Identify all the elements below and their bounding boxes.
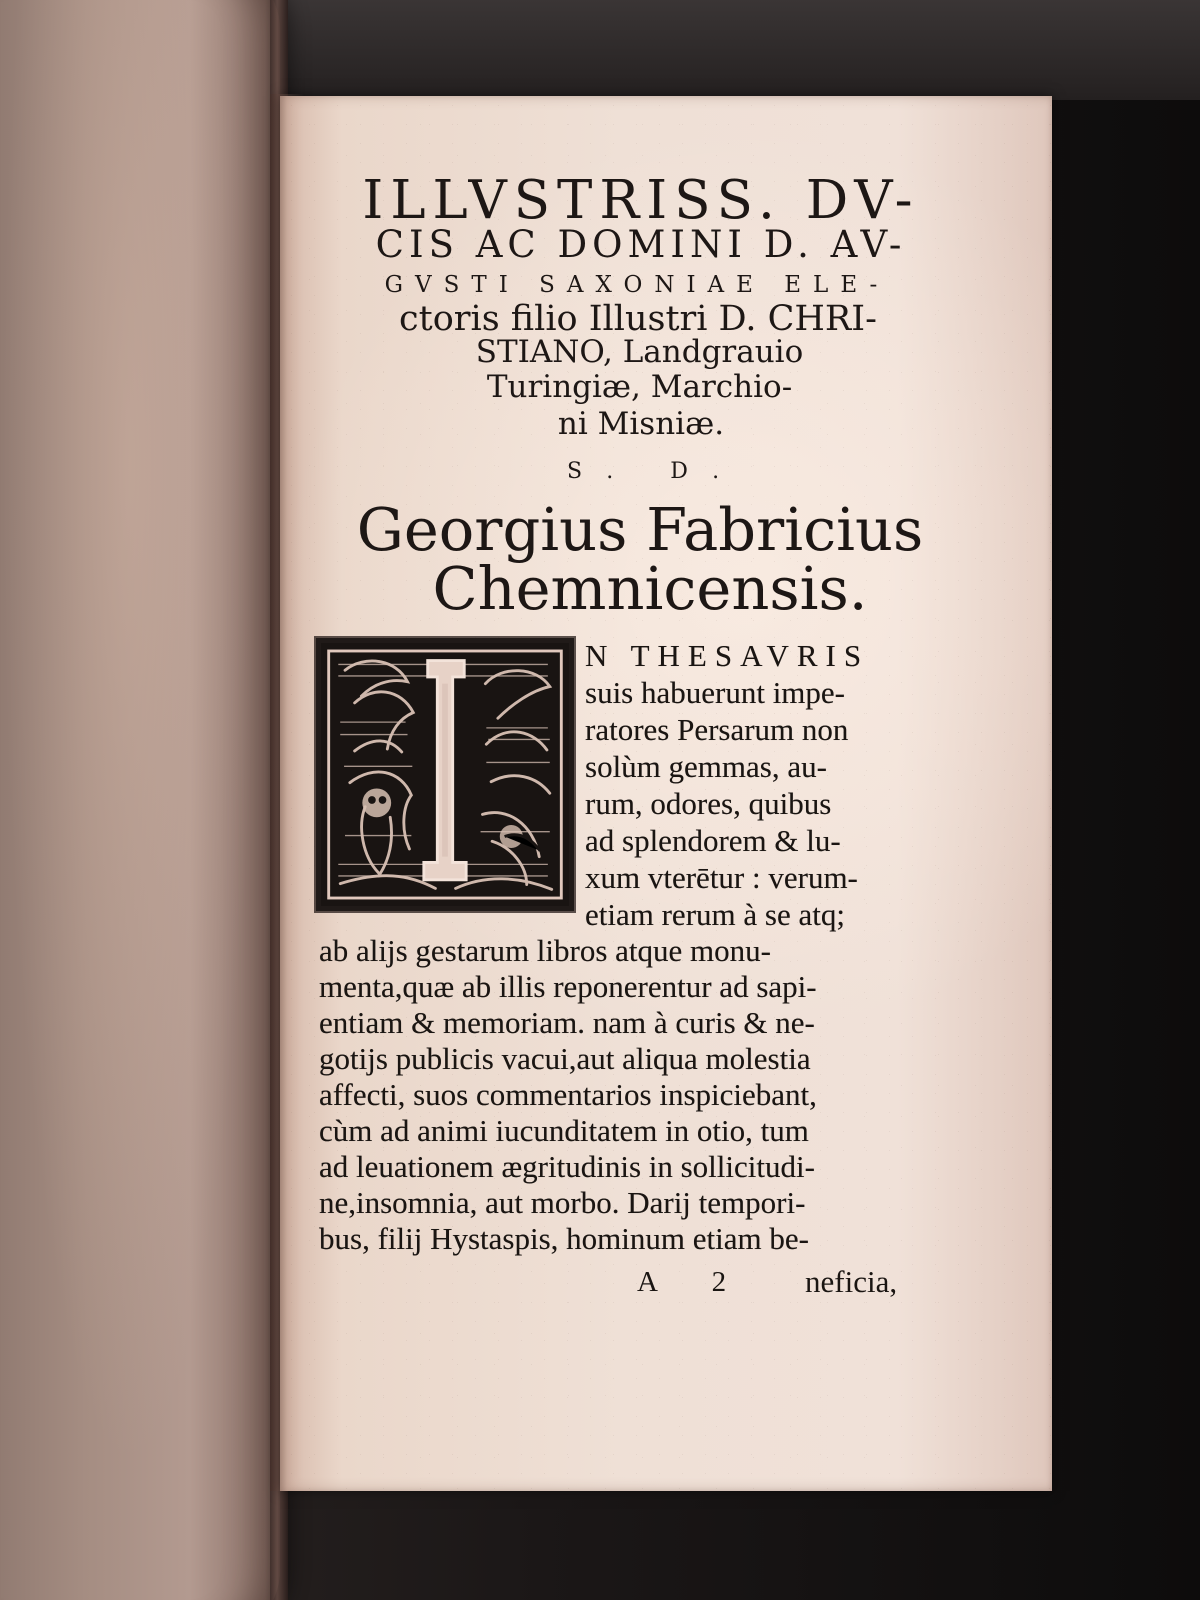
text-line-13: affecti, suos commentarios inspiciebant, <box>319 1077 817 1112</box>
printed-page <box>280 96 1052 1491</box>
heading-line-4: ctoris filio Illustri D. CHRI- <box>399 299 877 339</box>
heading-line-2: CIS AC DOMINI D. AV- <box>375 223 907 266</box>
text-line-9: ab alijs gestarum libros atque monu- <box>319 933 771 968</box>
heading-line-1: ILLVSTRISS. DV- <box>362 170 920 231</box>
author-name: Georgius Fabricius <box>356 495 924 564</box>
left-page <box>0 0 280 1600</box>
heading-line-5: STIANO, Landgrauio <box>475 334 804 370</box>
text-line-10: menta,quæ ab illis reponerentur ad sapi- <box>319 969 817 1004</box>
text-line-6: ad splendorem & lu- <box>585 823 841 858</box>
text-line-17: bus, filij Hystaspis, hominum etiam be- <box>319 1221 809 1256</box>
text-line-12: gotijs publicis vacui,aut aliqua molestia <box>319 1041 811 1076</box>
text-line-2: suis habuerunt impe- <box>585 675 846 710</box>
text-line-8: etiam rerum à se atq; <box>585 897 845 932</box>
text-line-5: rum, odores, quibus <box>585 786 832 821</box>
text-line-1: N THESAVRIS <box>585 638 870 673</box>
text-line-4: solùm gemmas, au- <box>585 749 827 784</box>
text-line-11: entiam & memoriam. nam à curis & ne- <box>319 1005 815 1040</box>
text-line-3: ratores Persarum non <box>585 712 849 747</box>
salutation: S. D. <box>567 459 745 484</box>
author-place: Chemnicensis. <box>432 554 868 623</box>
heading-line-3: GVSTI SAXONIAE ELE- <box>384 272 890 298</box>
text-line-7: xum vterētur : verum- <box>585 860 858 895</box>
woodcut-bird-illustration <box>321 643 569 906</box>
text-line-14: cùm ad animi iucunditatem in otio, tum <box>319 1113 809 1148</box>
text-line-15: ad leuationem ægritudinis in sollicitudi- <box>319 1149 815 1184</box>
heading-line-6: Turingiæ, Marchio- <box>486 369 793 405</box>
woodcut-initial <box>316 638 574 911</box>
text-line-16: ne,insomnia, aut morbo. Darij tempori- <box>319 1185 806 1220</box>
heading-line-7: ni Misniæ. <box>557 406 725 442</box>
signature-mark: A 2 <box>637 1266 751 1298</box>
catchword: neficia, <box>805 1264 898 1299</box>
